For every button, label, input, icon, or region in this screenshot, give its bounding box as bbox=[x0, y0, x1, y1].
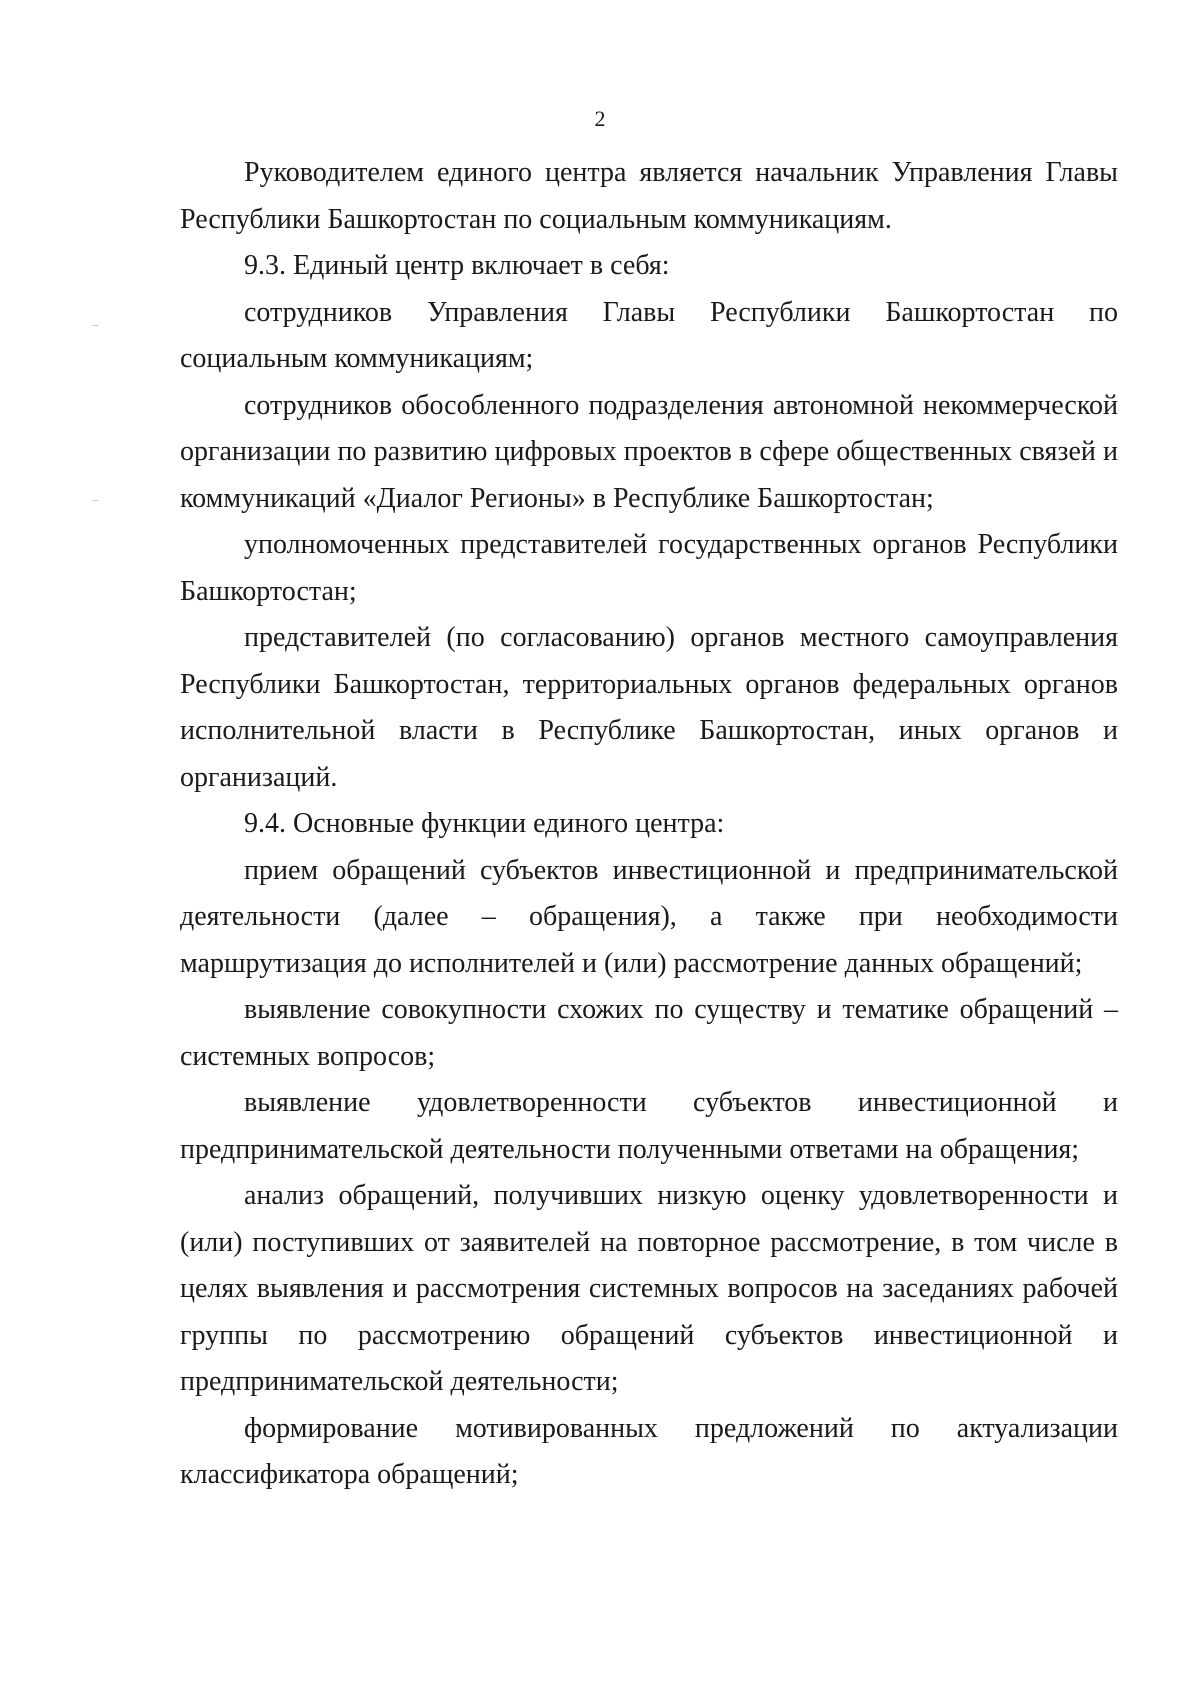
page-number: 2 bbox=[594, 106, 606, 131]
paragraph: 9.3. Единый центр включает в себя: bbox=[244, 250, 670, 281]
paragraph: выявление совокупности схожих по существу и тематике обращений – системных вопросов; bbox=[180, 994, 1118, 1072]
paragraph: выявление удовлетворенности субъектов инвестиционной и предпринимательской деятельности полученными ответами на обращения; bbox=[180, 1087, 1118, 1165]
paragraph: формирование мотивированных предложений по актуализации классификатора обращений; bbox=[180, 1412, 1118, 1490]
paragraph: анализ обращений, получивших низкую оценку удовлетворенности и (или) поступивших от заявителей на повторное рассмотрение, в том числе в целях выявления и рассмотрения системных вопросов на заседаниях рабочей группы по рассмотрению обращений субъектов инвестиционной и предпринимательской деятельности; bbox=[180, 1180, 1118, 1397]
paragraph: 9.4. Основные функции единого центра: bbox=[244, 808, 725, 839]
scan-margin-mark bbox=[92, 500, 98, 501]
document-body bbox=[180, 150, 1118, 1499]
paragraph: сотрудников Управления Главы Республики Башкортостан по социальным коммуникациям; bbox=[180, 296, 1118, 374]
paragraph: прием обращений субъектов инвестиционной и предпринимательской деятельности (далее – обращения), а также при необходимости маршрутизация до исполнителей и (или) рассмотрение данных обращений; bbox=[180, 854, 1118, 979]
paragraph: уполномоченных представителей государственных органов Республики Башкортостан; bbox=[180, 529, 1118, 607]
paragraph: представителей (по согласованию) органов местного самоуправления Республики Башкортостан, территориальных органов федеральных органов исполнительной власти в Республике Башкортостан, иных органов и организаций. bbox=[180, 622, 1118, 793]
paragraph: Руководителем единого центра является начальник Управления Главы Республики Башкортостан по социальным коммуникациям. bbox=[180, 157, 1118, 235]
scan-margin-mark bbox=[92, 325, 98, 326]
paragraph: сотрудников обособленного подразделения автономной некоммерческой организации по развитию цифровых проектов в сфере общественных связей и коммуникаций «Диалог Регионы» в Республике Башкортостан; bbox=[180, 389, 1118, 514]
